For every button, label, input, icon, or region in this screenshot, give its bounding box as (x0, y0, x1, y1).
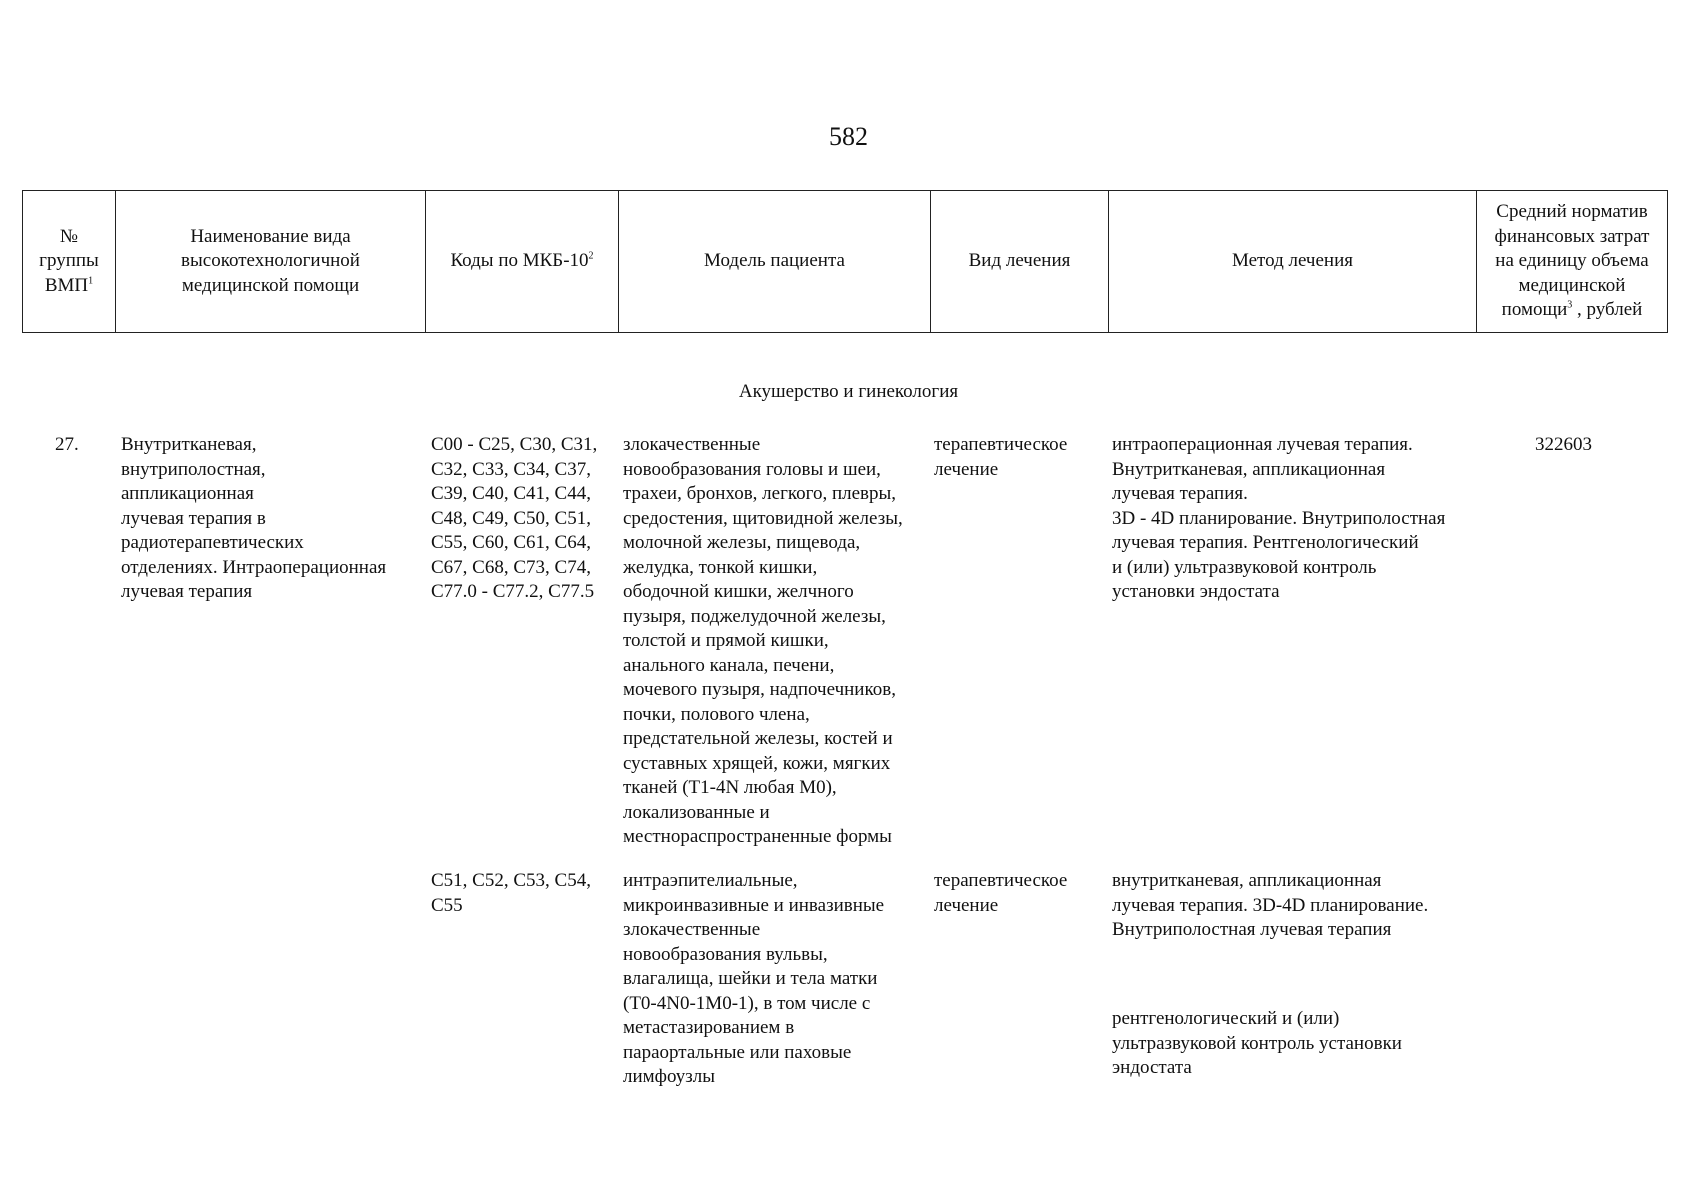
row-treatment-type: терапевтическое лечение (934, 870, 1068, 916)
header-average-cost: Средний норматив финансовых затрат на единицу объема медицинской помощи$^3$ , рублей (1477, 191, 1668, 333)
row-icd-codes: C51, C52, C53, C54, C55 (431, 870, 591, 916)
header-treatment-type: Вид лечения (931, 191, 1109, 333)
row-patient-model: интраэпителиальные, микроинвазивные и инвазивные злокачественные новообразования вульвы, влагалища, шейки и тела матки (T0-4N0-1M0-1), в том числе с метастазированием в параортальные или паховые лимфоузлы (623, 870, 885, 1087)
section-title: Акушерство и гинекология (738, 381, 959, 402)
row-icd-codes: C00 - C25, C30, C31, C32, C33, C34, C37, C39, C40, C41, C44, C48, C49, C50, C51, C55, C60, C61, C64, C67, C68, C73, C74, C77.0 - C77.2, C77.5 (431, 434, 598, 602)
row-group-number: 27. (55, 434, 79, 455)
header-icd-codes: Коды по МКБ-$10^2$ (426, 191, 619, 333)
row-treatment-method: интраоперационная лучевая терапия. Внутритканевая, аппликационная лучевая терапия. 3D - 4D планирование. Внутриполостная лучевая терапия. Рентгенологический и (или) ультразвуковой контроль установки эндостата (1112, 434, 1446, 602)
row-treatment-type: терапевтическое лечение (934, 434, 1068, 480)
header-care-type-name: Наименование вида высокотехнологичной медицинской помощи (116, 191, 426, 333)
header-patient-model: Модель пациента (619, 191, 931, 333)
page-number: 582 (829, 122, 868, 151)
row-treatment-method: внутритканевая, аппликационная лучевая терапия. 3D-4D планирование. Внутриполостная лучевая терапия (1112, 870, 1429, 940)
table-header (22, 190, 1668, 333)
row-patient-model: злокачественные новообразования головы и шеи, трахеи, бронхов, легкого, плевры, средостения, щитовидной железы, молочной железы, пищевода, желудка, тонкой кишки, ободочной кишки, желчного пузыря, поджелудочной железы, толстой и прямой кишки, анального канала, печени, мочевого пузыря, надпочечников, почки, полового члена, предстательной железы, костей и суставных хрящей, кожи, мягких тканей (T1-4N любая M0), локализованные и местнораспространенные формы (623, 434, 903, 847)
row-treatment-method-extra: рентгенологический и (или) ультразвуковой контроль установки эндостата (1112, 1008, 1402, 1078)
header-group-number: № группы ВМП$^1$ (23, 191, 116, 333)
row-care-type-name: Внутритканевая, внутриполостная, аппликационная лучевая терапия в радиотерапевтических отделениях. Интраоперационная лучевая терапия (121, 434, 387, 602)
row-average-cost: 322603 (1535, 434, 1592, 455)
header-treatment-method: Метод лечения (1109, 191, 1477, 333)
